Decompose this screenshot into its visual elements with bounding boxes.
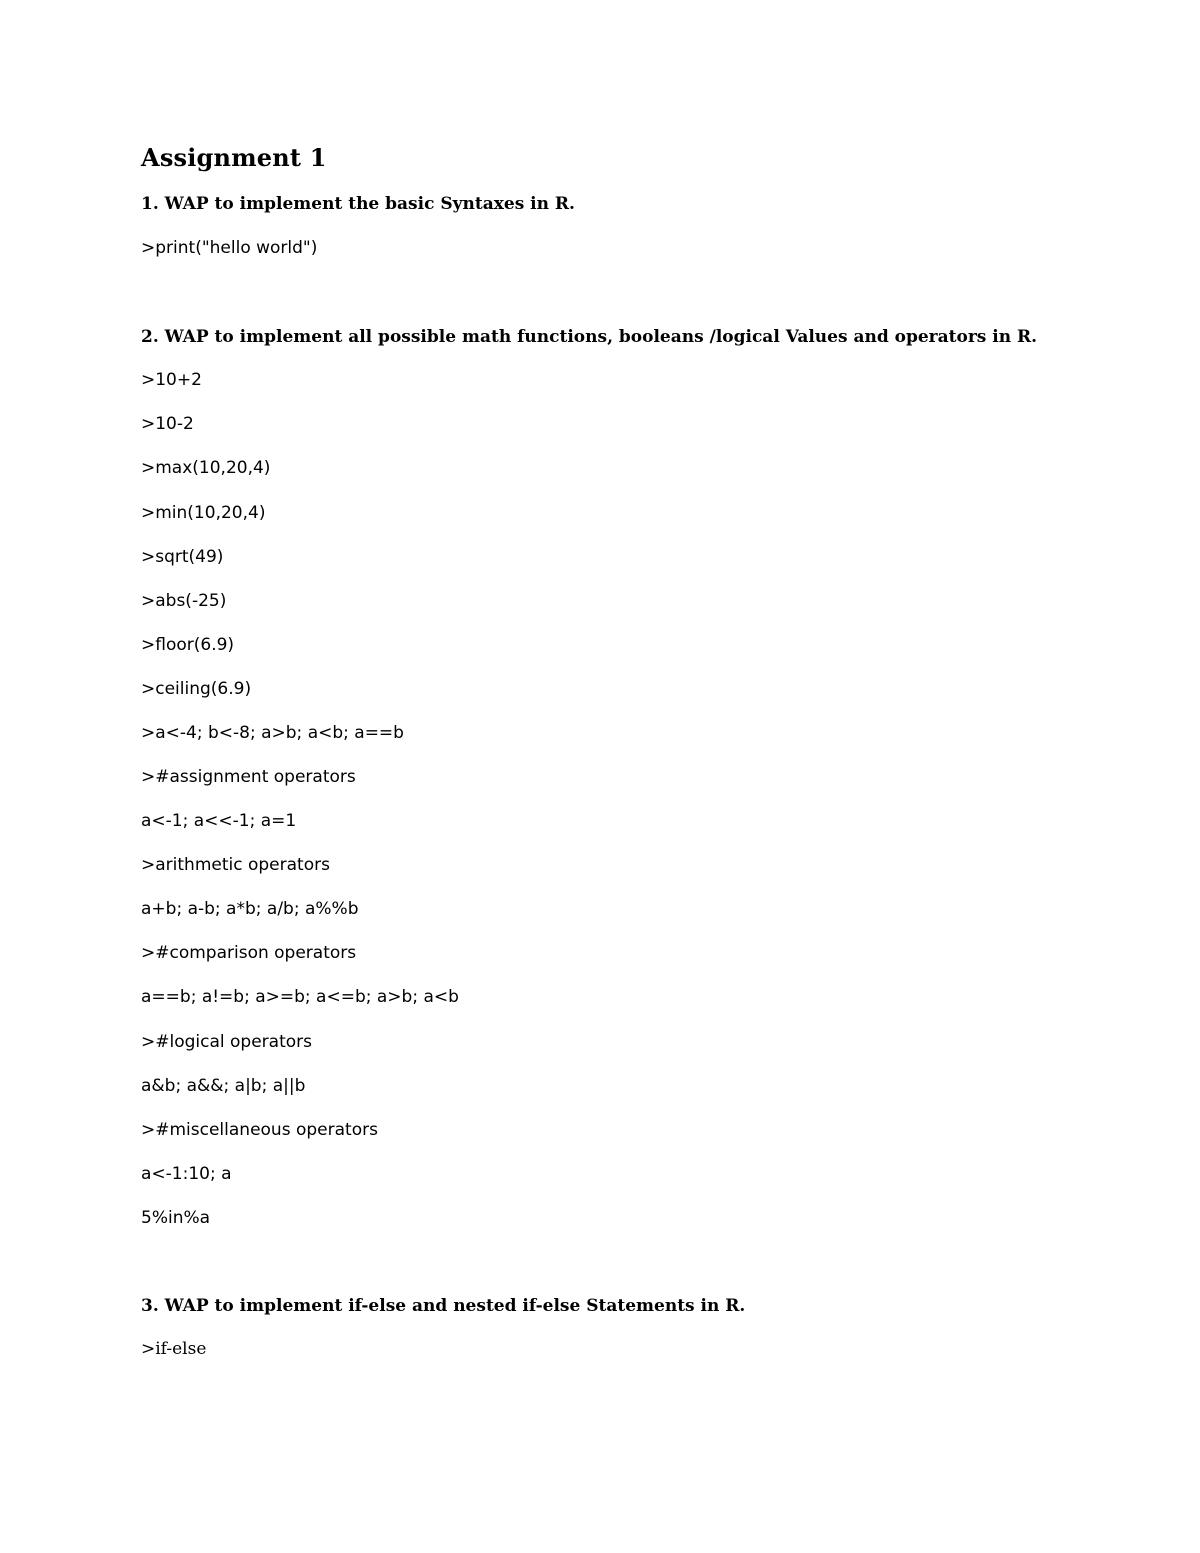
code-line: >floor(6.9) xyxy=(141,635,235,655)
code-line: 5%in%a xyxy=(141,1208,211,1228)
section-2-heading: 2. WAP to implement all possible math functions, booleans /logical Values and operators in R. xyxy=(141,327,1038,347)
document-title: Assignment 1 xyxy=(141,143,327,172)
code-line: >#assignment operators xyxy=(141,767,356,787)
code-line: >ceiling(6.9) xyxy=(141,679,252,699)
code-line: >abs(-25) xyxy=(141,591,227,611)
code-line: >if-else xyxy=(141,1339,207,1359)
code-line: >print("hello world") xyxy=(141,238,318,258)
code-line: a<-1:10; a xyxy=(141,1164,232,1184)
code-line: >max(10,20,4) xyxy=(141,458,271,478)
code-line: a<-1; a<<-1; a=1 xyxy=(141,811,297,831)
code-line: >#comparison operators xyxy=(141,943,357,963)
code-line: a+b; a-b; a*b; a/b; a%%b xyxy=(141,899,359,919)
code-line: >10-2 xyxy=(141,414,194,434)
section-1-heading: 1. WAP to implement the basic Syntaxes in R. xyxy=(141,194,575,214)
code-line: >arithmetic operators xyxy=(141,855,330,875)
code-line: >#logical operators xyxy=(141,1032,312,1052)
code-line: >10+2 xyxy=(141,370,202,390)
section-3-heading: 3. WAP to implement if-else and nested if-else Statements in R. xyxy=(141,1296,746,1316)
code-line: >#miscellaneous operators xyxy=(141,1120,378,1140)
code-line: >sqrt(49) xyxy=(141,547,224,567)
code-line: >min(10,20,4) xyxy=(141,503,266,523)
code-line: a==b; a!=b; a>=b; a<=b; a>b; a<b xyxy=(141,987,459,1007)
code-line: >a<-4; b<-8; a>b; a<b; a==b xyxy=(141,723,404,743)
code-line: a&b; a&&; a|b; a||b xyxy=(141,1076,306,1096)
